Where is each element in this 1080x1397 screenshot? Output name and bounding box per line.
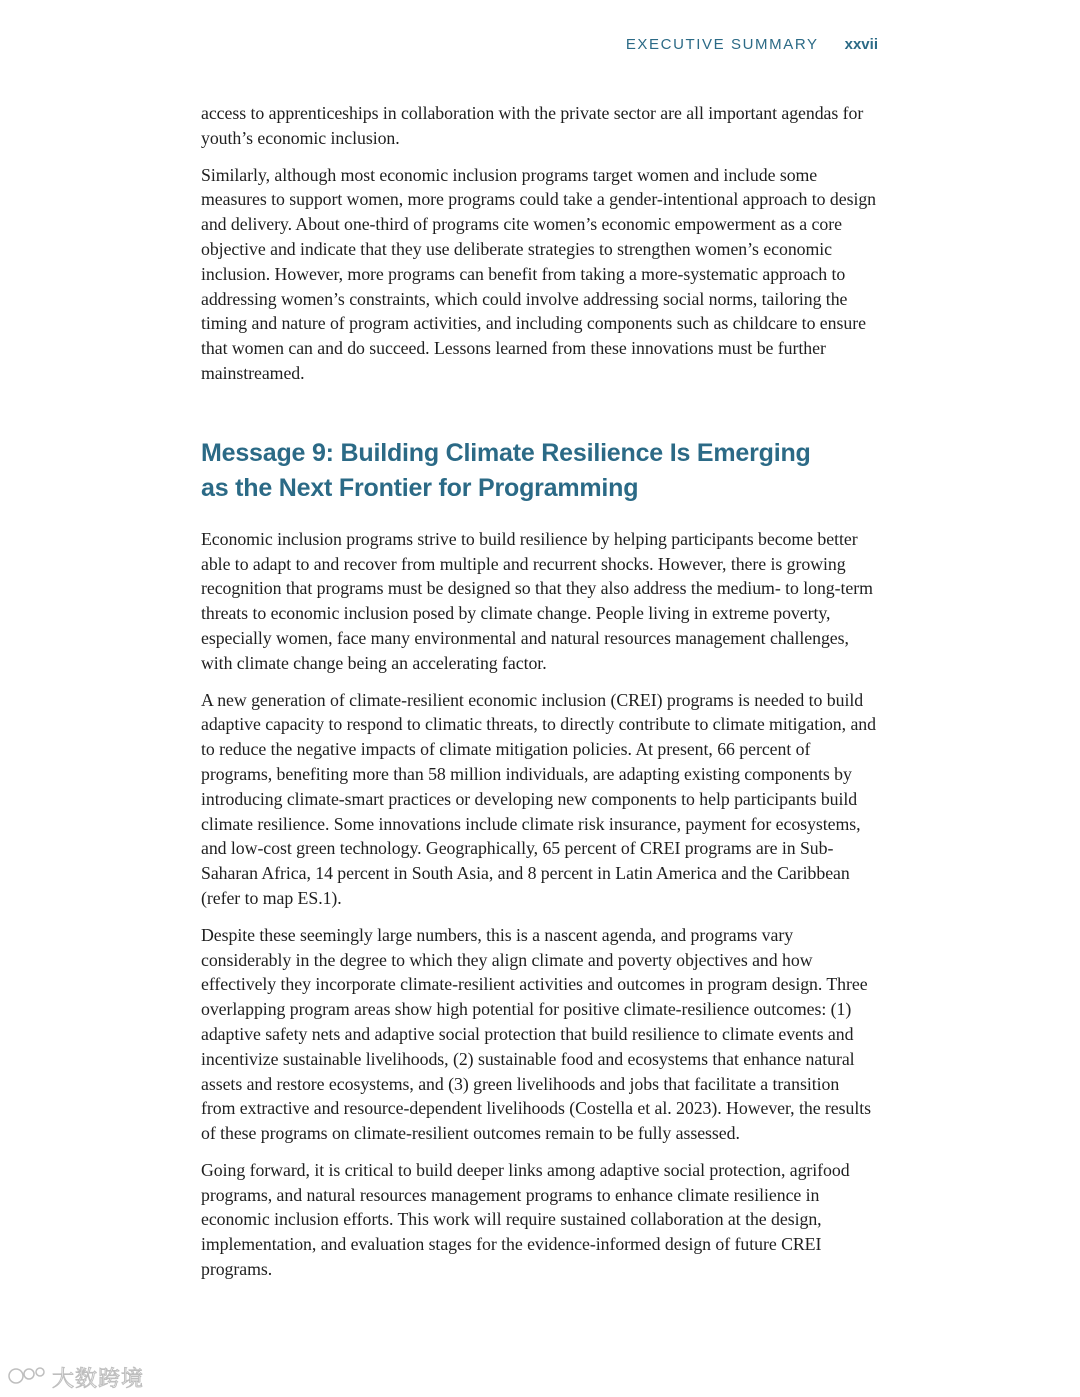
paragraph-going-forward: Going forward, it is critical to build deeper links among adaptive social protection, agrifood programs, and natural resources management programs to enhance climate resilience in economic inclusion efforts. This work will require sustained collaboration at the design, implementation, and evaluation stages for the evidence-informed design of future CREI programs.	[201, 1159, 850, 1280]
watermark	[8, 1362, 144, 1393]
section-heading-line-2: as the Next Frontier for Programming	[201, 473, 639, 502]
paragraph-youth-inclusion: access to apprenticeships in collaboration with the private sector are all important agendas for youth’s economic inclusion.	[201, 103, 864, 148]
section-title: EXECUTIVE SUMMARY	[625, 36, 819, 53]
watermark-text: 大数跨境	[52, 1367, 145, 1392]
section-heading-line-1: Message 9: Building Climate Resilience Is Emerging	[201, 438, 811, 467]
paragraph-crei-programs: A new generation of climate-resilient economic inclusion (CREI) programs is needed to build adaptive capacity to respond to climatic threats, to directly contribute to climate mitigation, and to reduce the negative impacts of climate mitigation policies. At present, 66 percent of programs, benefiting more than 58 million individuals, are adapting existing components by introducing climate-smart practices or developing new components to help participants build climate resilience. Some innovations include climate risk insurance, payment for ecosystems, and low-cost green technology. Geographically, 65 percent of CREI programs are in Sub-Saharan Africa, 14 percent in South Asia, and 8 percent in Latin America and the Caribbean (refer to map ES.1).	[201, 689, 876, 908]
running-head	[600, 36, 878, 53]
paragraph-nascent-agenda: Despite these seemingly large numbers, this is a nascent agenda, and programs vary considerably in the degree to which they align climate and poverty objectives and how effectively they incorporate climate-resilient activities and outcomes in program design. Three overlapping program areas show high potential for positive climate-resilience outcomes: (1) adaptive safety nets and adaptive social protection that build resilience to climate events and incentivize sustainable livelihoods, (2) sustainable food and ecosystems that enhance natural assets and restore ecosystems, and (3) green livelihoods and jobs that facilitate a transition from extractive and resource-dependent livelihoods (Costella et al. 2023). However, the results of these programs on climate-resilient outcomes remain to be fully assessed.	[201, 924, 872, 1144]
paragraph-resilience-intro: Economic inclusion programs strive to build resilience by helping participants become better able to adapt to and recover from multiple and recurrent shocks. However, there is growing recognition that programs must be designed so that they also address the medium- to long-term threats to economic inclusion posed by climate change. People living in extreme poverty, especially women, face many environmental and natural resources management challenges, with climate change being an accelerating factor.	[201, 528, 873, 673]
page-content	[201, 101, 877, 1294]
section-heading	[201, 436, 877, 506]
watermark-logo-icon	[8, 1364, 48, 1391]
page-number: xxvii	[844, 36, 878, 53]
paragraph-women-inclusion: Similarly, although most economic inclusion programs target women and include some measures to support women, more programs could take a gender-intentional approach to design and delivery. About one-third of programs cite women’s economic empowerment as a core objective and indicate that they use deliberate strategies to strengthen women’s economic inclusion. However, more programs can benefit from taking a more-systematic approach to addressing women’s constraints, which could involve addressing social norms, tailoring the timing and nature of program activities, and including components such as childcare to ensure that women can and do succeed. Lessons learned from these innovations must be further mainstreamed.	[201, 164, 877, 383]
